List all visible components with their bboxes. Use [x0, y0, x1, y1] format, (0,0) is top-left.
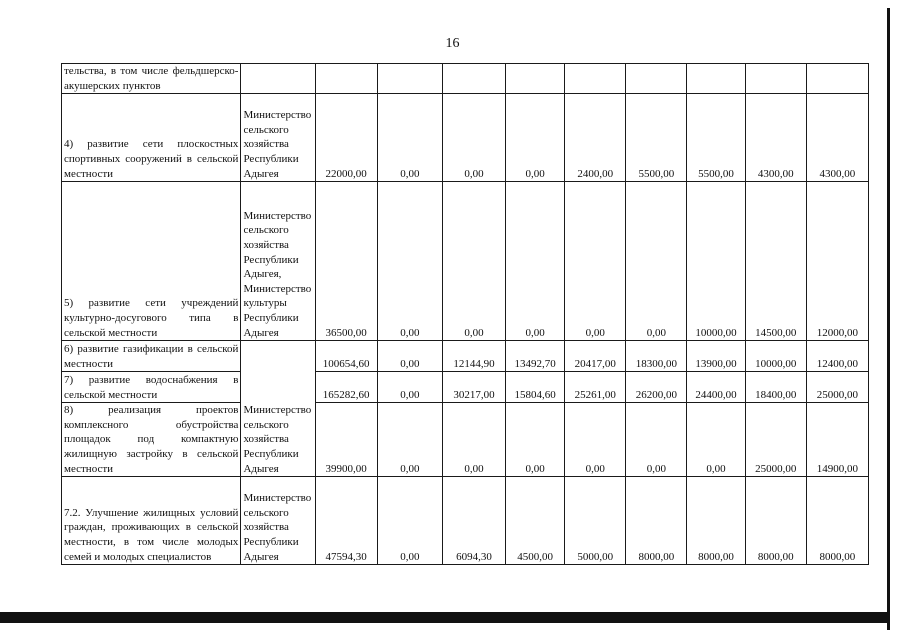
- activity-name-cell: 8) реализация проектов комплексного обустройства площадок под компактную жилищную застройку в сельской местности: [62, 403, 241, 477]
- amount-cell: [442, 64, 505, 94]
- amount-cell: 14500,00: [745, 182, 806, 341]
- page-number: 16: [445, 36, 460, 51]
- amount-cell: 5000,00: [565, 477, 626, 565]
- amount-cell: 0,00: [377, 403, 442, 477]
- activity-name-cell: тельства, в том числе фельдшерско-акушерских пунктов: [62, 64, 241, 94]
- amount-cell: [565, 64, 626, 94]
- amount-cell: 30217,00: [442, 372, 505, 403]
- amount-cell: [745, 64, 806, 94]
- executor-cell: Министерство сельского хозяйства Республики Адыгея, Министерство культуры Республики Адыгея: [241, 182, 315, 341]
- activity-name-cell: 6) развитие газификации в сельской местности: [62, 341, 241, 372]
- amount-cell: 13492,70: [506, 341, 565, 372]
- executor-cell: Министерство сельского хозяйства Республики Адыгея: [241, 477, 315, 565]
- amount-cell: 0,00: [442, 182, 505, 341]
- amount-cell: 12144,90: [442, 341, 505, 372]
- amount-cell: 24400,00: [687, 372, 745, 403]
- amount-cell: 0,00: [377, 182, 442, 341]
- table-row: [62, 64, 869, 94]
- executor-cell: Министерство сельского хозяйства Республики Адыгея: [241, 94, 315, 182]
- amount-cell: 0,00: [442, 94, 505, 182]
- amount-cell: 12000,00: [806, 182, 868, 341]
- amount-cell: 10000,00: [745, 341, 806, 372]
- activity-name-cell: 4) развитие сети плоскостных спортивных сооружений в сельской местности: [62, 94, 241, 182]
- amount-cell: 8000,00: [687, 477, 745, 565]
- budget-table: [61, 63, 869, 565]
- amount-cell: 0,00: [565, 182, 626, 341]
- amount-cell: 0,00: [626, 182, 687, 341]
- amount-cell: 6094,30: [442, 477, 505, 565]
- amount-cell: 0,00: [377, 341, 442, 372]
- amount-cell: 0,00: [506, 94, 565, 182]
- amount-cell: 0,00: [377, 477, 442, 565]
- amount-cell: [377, 64, 442, 94]
- table-row: [62, 341, 869, 372]
- activity-name-cell: 7) развитие водоснабжения в сельской местности: [62, 372, 241, 403]
- amount-cell: 13900,00: [687, 341, 745, 372]
- amount-cell: 100654,60: [315, 341, 377, 372]
- amount-cell: 0,00: [377, 372, 442, 403]
- amount-cell: 4500,00: [506, 477, 565, 565]
- table-row: [62, 372, 869, 403]
- amount-cell: 0,00: [377, 94, 442, 182]
- amount-cell: 4300,00: [806, 94, 868, 182]
- amount-cell: 4300,00: [745, 94, 806, 182]
- amount-cell: 25261,00: [565, 372, 626, 403]
- amount-cell: 12400,00: [806, 341, 868, 372]
- scan-edge-right: [887, 8, 890, 630]
- amount-cell: 18300,00: [626, 341, 687, 372]
- table-row: [62, 477, 869, 565]
- amount-cell: 15804,60: [506, 372, 565, 403]
- amount-cell: 36500,00: [315, 182, 377, 341]
- amount-cell: 18400,00: [745, 372, 806, 403]
- activity-name-cell: 7.2. Улучшение жилищных условий граждан, проживающих в сельской местности, в том числе молодых семей и молодых специалистов: [62, 477, 241, 565]
- amount-cell: 0,00: [565, 403, 626, 477]
- amount-cell: 0,00: [506, 403, 565, 477]
- amount-cell: 0,00: [506, 182, 565, 341]
- amount-cell: 0,00: [626, 403, 687, 477]
- amount-cell: 47594,30: [315, 477, 377, 565]
- amount-cell: [315, 64, 377, 94]
- table-row: [62, 403, 869, 477]
- amount-cell: 25000,00: [806, 372, 868, 403]
- amount-cell: 5500,00: [626, 94, 687, 182]
- amount-cell: 8000,00: [806, 477, 868, 565]
- amount-cell: 0,00: [442, 403, 505, 477]
- amount-cell: 10000,00: [687, 182, 745, 341]
- amount-cell: 26200,00: [626, 372, 687, 403]
- amount-cell: 5500,00: [687, 94, 745, 182]
- amount-cell: 2400,00: [565, 94, 626, 182]
- amount-cell: [506, 64, 565, 94]
- activity-name-cell: 5) развитие сети учреждений культурно-досугового типа в сельской местности: [62, 182, 241, 341]
- amount-cell: 8000,00: [626, 477, 687, 565]
- amount-cell: 165282,60: [315, 372, 377, 403]
- amount-cell: [687, 64, 745, 94]
- amount-cell: [626, 64, 687, 94]
- amount-cell: [806, 64, 868, 94]
- amount-cell: 39900,00: [315, 403, 377, 477]
- table-row: [62, 94, 869, 182]
- amount-cell: 20417,00: [565, 341, 626, 372]
- executor-cell: [241, 64, 315, 94]
- scan-edge-bottom: [0, 612, 890, 623]
- amount-cell: 14900,00: [806, 403, 868, 477]
- amount-cell: 25000,00: [745, 403, 806, 477]
- amount-cell: 8000,00: [745, 477, 806, 565]
- amount-cell: 0,00: [687, 403, 745, 477]
- executor-cell: Министерство сельского хозяйства Республики Адыгея: [241, 341, 315, 477]
- table-row: [62, 182, 869, 341]
- amount-cell: 22000,00: [315, 94, 377, 182]
